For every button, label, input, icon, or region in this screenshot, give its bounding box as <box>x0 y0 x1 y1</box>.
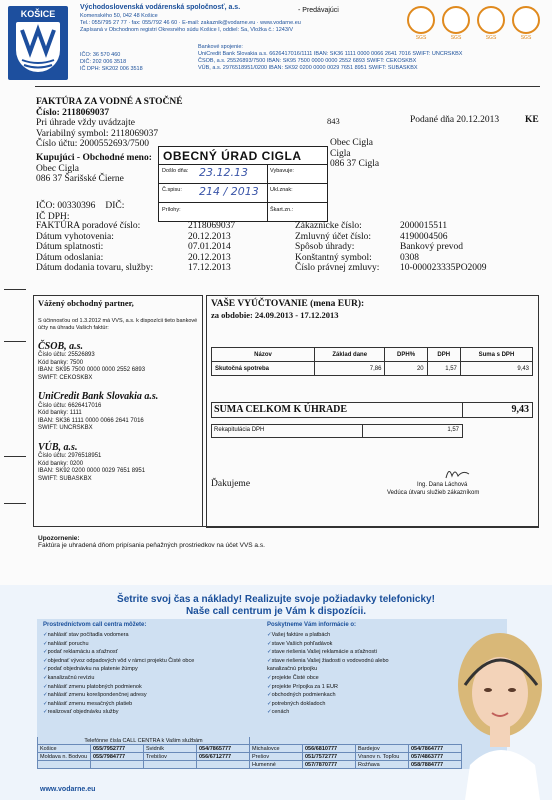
call-cell <box>144 761 197 769</box>
promo-right-item: ✓ stave Vašich pohľadávok <box>267 640 417 649</box>
call-center-numbers <box>37 737 462 769</box>
bank-unicredit: UniCredit Bank Slovakia a.s. 6626417016/1111 IBAN: SK36 1111 0000 0066 2641 7016 SWIFT: UNCRSKBX <box>198 51 463 57</box>
promo-right-item: ✓ stave riešenia Vašej žiadosti o vodovodnú alebo kanalizačnú prípojku <box>267 657 417 674</box>
detail-label: Dátum dodania tovaru, služby: <box>36 263 154 273</box>
detail-label: Dátum vyhotovenia: <box>36 231 114 242</box>
call-cell: 056/6810777 <box>303 745 356 753</box>
detail-value: Bankový prevod <box>400 242 464 252</box>
call-cell: Humenné <box>250 761 303 769</box>
certification-badge-icon <box>477 6 505 41</box>
detail-value: 2118069037 <box>188 221 236 231</box>
promo-headline: Šetrite svoj čas a náklady! Realizujte svoje požiadavky telefonicky! <box>117 594 435 605</box>
detail-label: Zákaznícke číslo: <box>295 221 362 231</box>
fold-mark <box>4 503 26 504</box>
call-cell <box>197 761 250 769</box>
total-divider <box>462 403 463 417</box>
billing-table <box>211 347 533 376</box>
call-cell <box>91 761 144 769</box>
fold-mark <box>4 456 26 457</box>
company-contact: Tel.: 055/795 27 77 · fax: 055/792 46 60 · E-mail: zakaznik@vodarne.eu · www.vodarne.eu <box>80 19 301 26</box>
billing-cell: 9,43 <box>460 362 532 376</box>
promo-left-item: ✓ nahlásiť poruchu <box>43 640 253 649</box>
billing-period: za obdobie: 24.09.2013 - 17.12.2013 <box>211 309 339 320</box>
total-value: 9,43 <box>511 404 529 415</box>
promo-url: www.vodarne.eu <box>40 786 96 793</box>
header-divider <box>35 86 540 87</box>
recipient-block <box>330 138 379 170</box>
stamp-title: OBECNÝ ÚRAD CIGLA <box>163 149 302 163</box>
call-row <box>38 745 462 753</box>
company-ids <box>80 52 192 73</box>
promo-left-item: ✓ kanalizačnú revíziu <box>43 674 253 683</box>
detail-row <box>36 221 516 232</box>
buyer-ids <box>36 201 124 222</box>
box-bottom <box>33 526 538 527</box>
company-ico: IČO: 36 570 460 <box>80 52 121 58</box>
detail-value: 10-000023335PO2009 <box>400 263 487 273</box>
recipient-line: Obec Cigla <box>330 138 374 148</box>
stamp-attachments-label: Prílohy: <box>162 207 181 213</box>
recipient-line: Cigla <box>330 148 351 159</box>
registry-stamp <box>158 146 328 222</box>
bank-detail: IBAN: SK92 0200 0000 0029 7651 8951 <box>38 468 146 474</box>
billing-cell: Skutočná spotreba <box>212 362 315 376</box>
company-icdph: IČ DPH: SK202 006 3518 <box>80 66 143 72</box>
promo-right-item: ✓ obchodných podmienkach <box>267 691 417 700</box>
call-center-agent-image <box>440 615 552 800</box>
call-cell: 054/7864777 <box>409 745 462 753</box>
call-cell: 057/4863777 <box>409 753 462 761</box>
call-cell: 055/7984777 <box>91 753 144 761</box>
bank-detail: Kód banky: 1111 <box>38 410 82 416</box>
billing-cell: 7,86 <box>315 362 385 376</box>
invoice-title: FAKTÚRA ZA VODNÉ A STOČNÉ <box>36 97 183 107</box>
bank-detail: SWIFT: CEKOSKBX <box>38 374 93 381</box>
detail-row <box>36 242 516 253</box>
stamp-shred-label: Škart.zn.: <box>270 207 294 213</box>
detail-value: 0308 <box>400 252 419 263</box>
buyer-label: Kupujúci - Obchodné meno: <box>36 153 152 163</box>
region-code: KE <box>525 115 539 125</box>
detail-label: Dátum odoslania: <box>36 252 104 263</box>
certification-badge-icon <box>512 6 540 41</box>
handwritten-signature <box>443 464 473 482</box>
certification-badge-icon <box>407 6 435 41</box>
promo-left-item: ✓ nahlásiť zmenu mesačných platieb <box>43 700 253 709</box>
bank-block <box>38 342 198 383</box>
detail-label: Dátum splatnosti: <box>36 242 104 252</box>
call-cell: Bardejov <box>356 745 409 753</box>
promo-left-item: ✓ realizovať objednávku služby <box>43 708 253 717</box>
notice-title: Upozornenie: <box>38 535 80 542</box>
stamp-file-value: 214 / 2013 <box>199 185 259 198</box>
recap-value: 1,57 <box>447 427 459 433</box>
promo-right-list <box>267 631 417 717</box>
recipient-line: 086 37 Cigla <box>330 159 380 169</box>
bank-detail: Číslo účtu: 2976518951 <box>38 453 102 459</box>
company-register: Zapísaná v Obchodnom registri Okresného súdu Košice I, oddiel: Sa, Vložka č.: 1243/V <box>80 26 294 33</box>
call-center-promo <box>0 585 552 800</box>
stamp-storage-label: Ukl.znak: <box>270 187 293 193</box>
buyer-icdph: IČ DPH: <box>36 211 70 222</box>
promo-left-item: ✓ podať objednávku na platenie žúmpy <box>43 665 253 674</box>
detail-value: 20.12.2013 <box>188 231 231 242</box>
promo-left-item: ✓ nahlásiť zmenu korešpondenčnej adresy <box>43 691 253 700</box>
notice <box>38 535 265 549</box>
promo-right-item: ✓ projekte Prípojka za 1 EUR <box>267 683 417 692</box>
call-cell <box>38 761 91 769</box>
call-cell: 056/6712777 <box>197 753 250 761</box>
bank-title: Bankové spojenie: <box>198 44 243 50</box>
detail-row <box>36 253 516 264</box>
call-cell: Prešov <box>250 753 303 761</box>
detail-label: Spôsob úhrady: <box>295 242 355 252</box>
promo-left-item: ✓ podať reklamáciu a sťažnosť <box>43 648 253 657</box>
total-label: SUMA CELKOM K ÚHRADE <box>214 404 348 415</box>
detail-label: FAKTÚRA poradové číslo: <box>36 221 141 231</box>
submitted-date: Podané dňa 20.12.2013 <box>410 115 500 125</box>
call-cell: Moldava n. Bodvou <box>38 753 91 761</box>
buyer-name: Obec Cigla <box>36 163 80 174</box>
call-cell: 058/7884777 <box>409 761 462 769</box>
greeting: Vážený obchodný partner, <box>38 298 134 308</box>
buyer-dic: DIČ: <box>105 201 125 211</box>
certification-label: SGS <box>450 35 462 41</box>
promo-left-list <box>43 631 253 717</box>
stamp-divider <box>159 202 327 203</box>
signatory-name: Ing. Dana Láchová <box>417 482 468 488</box>
company-logo <box>8 6 68 80</box>
call-cell: Košice <box>38 745 91 753</box>
notice-text: Faktúra je uhradená dňom pripísania peňažných prostriedkov na účet VVS a.s. <box>38 542 265 549</box>
bank-accounts-box <box>33 295 203 527</box>
promo-right-item: ✓ projekte Čisté obce <box>267 674 417 683</box>
bank-detail: Kód banky: 0200 <box>38 460 84 467</box>
promo-right-item: ✓ cenách <box>267 708 417 717</box>
stamp-file-label: Č.spisu: <box>162 187 182 193</box>
billing-header-cell: DPH% <box>385 348 427 362</box>
recap-divider <box>362 425 363 437</box>
call-cell: Rožňava <box>356 761 409 769</box>
bank-name: UniCredit Bank Slovakia a.s. <box>38 391 159 402</box>
promo-right-item: ✓ potrebných dokladoch <box>267 700 417 709</box>
call-cell: Trebišov <box>144 753 197 761</box>
detail-label: Zmluvný účet číslo: <box>295 231 371 242</box>
bank-detail: Číslo účtu: 6626417016 <box>38 402 102 409</box>
company-header <box>80 4 410 34</box>
detail-label: Číslo právnej zmluvy: <box>295 263 380 273</box>
invoice-number: Číslo: 2118069037 <box>36 107 110 118</box>
certification-badge-icon <box>442 6 470 41</box>
detail-row <box>36 232 516 243</box>
recap-label: Rekapitulácia DPH <box>214 427 265 433</box>
bank-name: VÚB, a.s. <box>38 441 78 453</box>
bank-detail: SWIFT: SUBASKBX <box>38 475 92 482</box>
call-table <box>37 737 462 769</box>
bank-detail: IBAN: SK36 1111 0000 0066 2641 7016 <box>38 417 144 424</box>
certification-label: SGS <box>520 35 532 41</box>
call-cell: Svidník <box>144 745 197 753</box>
fold-mark <box>4 341 26 342</box>
call-cell: 055/7952777 <box>91 745 144 753</box>
billing-header-cell: Názov <box>212 348 315 362</box>
promo-right-item: ✓ Vašej faktúre a platbách <box>267 631 417 640</box>
call-cell: 051/7572777 <box>303 753 356 761</box>
billing-header-cell: Základ dane <box>315 348 385 362</box>
detail-value: 17.12.2013 <box>188 263 231 273</box>
detail-value: 4190004506 <box>400 231 448 242</box>
billing-header-cell: DPH <box>427 348 460 362</box>
bank-block <box>38 392 198 433</box>
promo-left-item: ✓ objednať vývoz odpadových vôd v rámci projektu Čisté obce <box>43 657 253 666</box>
total-row <box>211 402 533 418</box>
bank-vub: VÚB, a.s. 2976518951/0200 IBAN: SK92 0200 0000 0029 7651 8951 SWIFT: SUBASKBX <box>198 65 418 71</box>
call-cell: 057/7870777 <box>303 761 356 769</box>
billing-row <box>212 362 533 376</box>
company-dic: DIČ: 202 006 3518 <box>80 59 127 65</box>
promo-subheadline: Naše call centrum je Vám k dispozícii. <box>185 606 367 617</box>
fold-mark <box>4 289 26 290</box>
call-title-spacer <box>250 737 462 745</box>
certification-label: SGS <box>485 35 497 41</box>
promo-right-item: ✓ stave riešenia Vašej reklamácie a sťažnosti <box>267 648 417 657</box>
billing-box <box>206 295 539 528</box>
bank-detail: SWIFT: UNCRSKBX <box>38 425 93 431</box>
call-title: Telefónne čísla CALL CENTRA k Vašim službám <box>38 737 250 745</box>
shield-icon <box>16 22 60 72</box>
bank-detail: Číslo účtu: 25526893 <box>38 352 95 358</box>
seller-label: - Predávajúci <box>298 7 339 14</box>
detail-value: 20.12.2013 <box>188 252 231 263</box>
stamp-handler-label: Vybavuje: <box>270 168 294 174</box>
bank-name: ČSOB, a.s. <box>38 340 84 352</box>
detail-row <box>36 263 516 274</box>
stamp-received-value: 23.12.13 <box>199 166 248 179</box>
call-row <box>38 761 462 769</box>
billing-header-cell: Suma s DPH <box>460 348 532 362</box>
invoice-header <box>36 97 266 150</box>
signatory-role: Vedúca útvaru služieb zákazníkom <box>387 490 480 496</box>
account-number: Číslo účtu: 2000552693/7500 <box>36 139 149 149</box>
buyer-ico: IČO: 00330396 <box>36 201 96 211</box>
bank-block <box>38 443 198 484</box>
buyer-address: 086 37 Šarišské Čierne <box>36 174 124 184</box>
company-name: Východoslovenská vodárenská spoločnosť, a.s. <box>80 4 241 11</box>
bank-intro: S účinnosťou od 1.3.2012 má VVS, a.s. k dispozícii tieto bankové účty na úhradu Vašich faktúr: <box>38 317 198 331</box>
call-cell: Michalovce <box>250 745 303 753</box>
promo-left-item: ✓ nahlásiť stav počítadla vodomera <box>43 631 253 640</box>
stamp-received-label: Došlo dňa: <box>162 168 189 174</box>
call-cell: Vranov n. Topľou <box>356 753 409 761</box>
billing-cell: 20 <box>385 362 427 376</box>
payment-note: Pri úhrade vždy uvádzajte <box>36 118 135 128</box>
billing-title: VAŠE VYÚČTOVANIE (mena EUR): <box>211 299 365 309</box>
bank-csob: ČSOB, a.s. 25526893/7500 IBAN: SK95 7500 0000 0000 2552 6893 SWIFT: CEKOSKBX <box>198 58 417 64</box>
variable-symbol: Variabilný symbol: 2118069037 <box>36 128 159 139</box>
promo-left-item: ✓ nahlásiť zmenu platobných podmienok <box>43 683 253 692</box>
call-cell: 054/7865777 <box>197 745 250 753</box>
recap-row <box>211 424 463 438</box>
stamp-divider <box>159 164 327 165</box>
stamp-divider <box>159 183 327 184</box>
certification-label: SGS <box>415 35 427 41</box>
detail-value: 07.01.2014 <box>188 242 231 252</box>
detail-value: 2000015511 <box>400 221 448 231</box>
bank-connection <box>198 44 548 72</box>
call-row <box>38 753 462 761</box>
stamp-divider <box>267 164 268 221</box>
bank-detail: IBAN: SK95 7500 0000 0000 2552 6893 <box>38 367 146 373</box>
detail-label: Konštantný symbol: <box>295 252 372 263</box>
billing-cell: 1,57 <box>427 362 460 376</box>
promo-left-title: Prostredníctvom call centra môžete: <box>43 622 147 628</box>
company-address: Komenského 50, 042 48 Košice <box>80 12 158 19</box>
logo-text: KOŠICE <box>20 9 56 19</box>
thanks-text: Ďakujeme <box>211 479 251 489</box>
bank-detail: Kód banky: 7500 <box>38 359 84 366</box>
invoice-details <box>36 221 516 274</box>
promo-right-title: Poskytneme Vám informácie o: <box>267 622 357 628</box>
post-code: 843 <box>327 116 340 126</box>
